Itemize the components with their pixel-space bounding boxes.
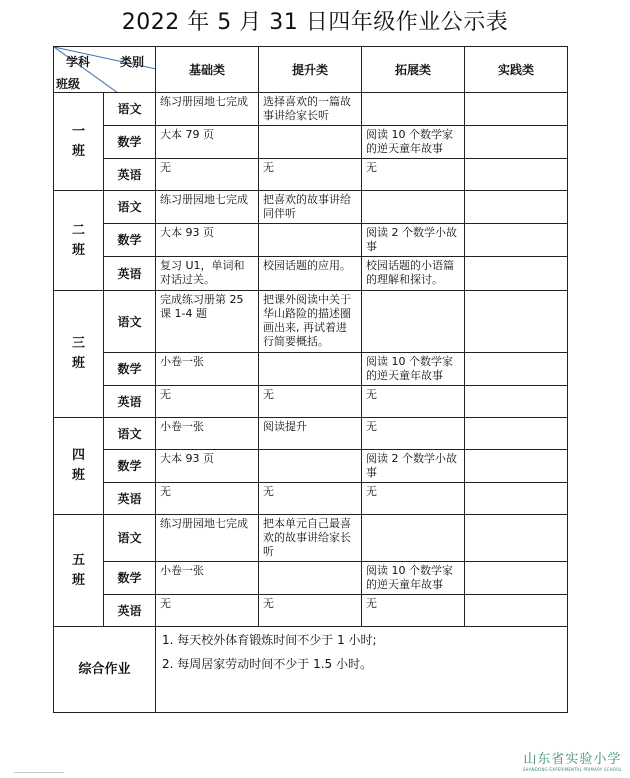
subject-cell: 英语 (104, 159, 156, 191)
homework-cell (362, 191, 465, 224)
class-name-cell: 一 班 (54, 93, 104, 191)
homework-cell (465, 483, 568, 515)
subject-cell: 英语 (104, 386, 156, 418)
subject-cell: 英语 (104, 595, 156, 627)
col-header-extend: 拓展类 (362, 47, 465, 93)
homework-cell: 无 (156, 483, 259, 515)
subject-cell: 数学 (104, 450, 156, 483)
homework-cell: 练习册园地七完成 (156, 515, 259, 562)
homework-cell (259, 126, 362, 159)
homework-cell: 无 (362, 159, 465, 191)
table-row (54, 353, 568, 386)
homework-cell (465, 126, 568, 159)
subject-cell: 语文 (104, 191, 156, 224)
homework-cell: 无 (259, 159, 362, 191)
homework-cell (465, 257, 568, 291)
homework-cell (259, 224, 362, 257)
table-row (54, 224, 568, 257)
summary-row (54, 627, 568, 713)
table-row (54, 450, 568, 483)
table-row (54, 515, 568, 562)
logo-en-text: SHANDONG EXPERIMENTAL PRIMARY SCHOOL (522, 767, 622, 772)
summary-item: 2. 每周居家劳动时间不少于 1.5 小时。 (162, 657, 372, 671)
class-name-cell: 四 班 (54, 418, 104, 515)
class-name-cell: 五 班 (54, 515, 104, 627)
summary-label: 综合作业 (54, 627, 156, 713)
homework-cell (465, 93, 568, 126)
homework-cell (465, 191, 568, 224)
homework-cell: 无 (362, 418, 465, 450)
homework-cell: 阅读 2 个数学小故事 (362, 224, 465, 257)
table-row (54, 291, 568, 353)
homework-cell: 完成练习册第 25 课 1-4 题 (156, 291, 259, 353)
summary-item: 1. 每天校外体育锻炼时间不少于 1 小时; (162, 633, 377, 647)
subject-cell: 数学 (104, 126, 156, 159)
table-row (54, 595, 568, 627)
homework-table (53, 46, 568, 713)
homework-cell (465, 224, 568, 257)
homework-cell (465, 450, 568, 483)
subject-cell: 数学 (104, 224, 156, 257)
homework-cell (362, 291, 465, 353)
homework-cell (465, 515, 568, 562)
table-row (54, 483, 568, 515)
homework-cell: 阅读 10 个数学家的逆天童年故事 (362, 126, 465, 159)
homework-cell: 阅读 10 个数学家的逆天童年故事 (362, 562, 465, 595)
subject-cell: 英语 (104, 483, 156, 515)
homework-cell: 练习册园地七完成 (156, 191, 259, 224)
homework-cell: 大本 79 页 (156, 126, 259, 159)
homework-cell: 复习 U1，单词和对话过关。 (156, 257, 259, 291)
table-row (54, 257, 568, 291)
subject-cell: 数学 (104, 562, 156, 595)
page-title: 2022 年 5 月 31 日四年级作业公示表 (121, 10, 509, 35)
homework-cell: 无 (362, 386, 465, 418)
subject-cell: 语文 (104, 515, 156, 562)
header-row (54, 47, 568, 93)
homework-cell: 小卷一张 (156, 353, 259, 386)
col-header-basic: 基础类 (156, 47, 259, 93)
school-logo (523, 748, 622, 772)
homework-cell: 无 (259, 595, 362, 627)
table-row (54, 562, 568, 595)
homework-cell: 无 (156, 159, 259, 191)
table-row (54, 126, 568, 159)
homework-cell: 阅读 2 个数学小故事 (362, 450, 465, 483)
subject-cell: 语文 (104, 418, 156, 450)
homework-cell (465, 418, 568, 450)
homework-cell: 阅读提升 (259, 418, 362, 450)
header-corner (54, 47, 156, 93)
homework-cell: 阅读 10 个数学家的逆天童年故事 (362, 353, 465, 386)
homework-cell: 校园话题的应用。 (259, 257, 362, 291)
corner-class-label: 班级 (56, 77, 81, 91)
homework-cell: 无 (362, 483, 465, 515)
corner-type-label: 类别 (120, 55, 145, 69)
subject-cell: 语文 (104, 93, 156, 126)
homework-cell: 把本单元自己最喜欢的故事讲给家长听 (259, 515, 362, 562)
col-header-advance: 提升类 (259, 47, 362, 93)
subject-cell: 英语 (104, 257, 156, 291)
homework-cell: 选择喜欢的一篇故事讲给家长听 (259, 93, 362, 126)
homework-cell: 小卷一张 (156, 418, 259, 450)
homework-cell (465, 386, 568, 418)
homework-cell: 把课外阅读中关于华山路险的描述圈画出来, 再试着进行简要概括。 (259, 291, 362, 353)
homework-cell: 无 (156, 595, 259, 627)
corner-subject-label: 学科 (66, 55, 91, 69)
homework-cell: 大本 93 页 (156, 450, 259, 483)
homework-cell: 无 (259, 386, 362, 418)
homework-cell: 无 (156, 386, 259, 418)
homework-cell: 小卷一张 (156, 562, 259, 595)
homework-cell: 把喜欢的故事讲给同伴听 (259, 191, 362, 224)
homework-cell (465, 562, 568, 595)
col-header-practice: 实践类 (465, 47, 568, 93)
homework-cell: 无 (259, 483, 362, 515)
homework-cell (465, 159, 568, 191)
homework-cell (259, 353, 362, 386)
footer-mark (14, 772, 64, 776)
table-row (54, 159, 568, 191)
table-row (54, 418, 568, 450)
table-row (54, 191, 568, 224)
homework-cell (465, 291, 568, 353)
class-name-cell: 三 班 (54, 291, 104, 418)
summary-content (156, 627, 568, 713)
logo-cn-text: 山东省实验小学 (523, 752, 622, 767)
homework-cell (259, 450, 362, 483)
homework-cell: 练习册园地七完成 (156, 93, 259, 126)
homework-cell: 大本 93 页 (156, 224, 259, 257)
table-row (54, 93, 568, 126)
homework-cell: 校园话题的小语篇的理解和探讨。 (362, 257, 465, 291)
table-row (54, 386, 568, 418)
homework-cell (362, 515, 465, 562)
subject-cell: 数学 (104, 353, 156, 386)
class-name-cell: 二 班 (54, 191, 104, 291)
homework-cell (465, 595, 568, 627)
homework-cell: 无 (362, 595, 465, 627)
homework-cell (259, 562, 362, 595)
homework-cell (362, 93, 465, 126)
homework-cell (465, 353, 568, 386)
subject-cell: 语文 (104, 291, 156, 353)
